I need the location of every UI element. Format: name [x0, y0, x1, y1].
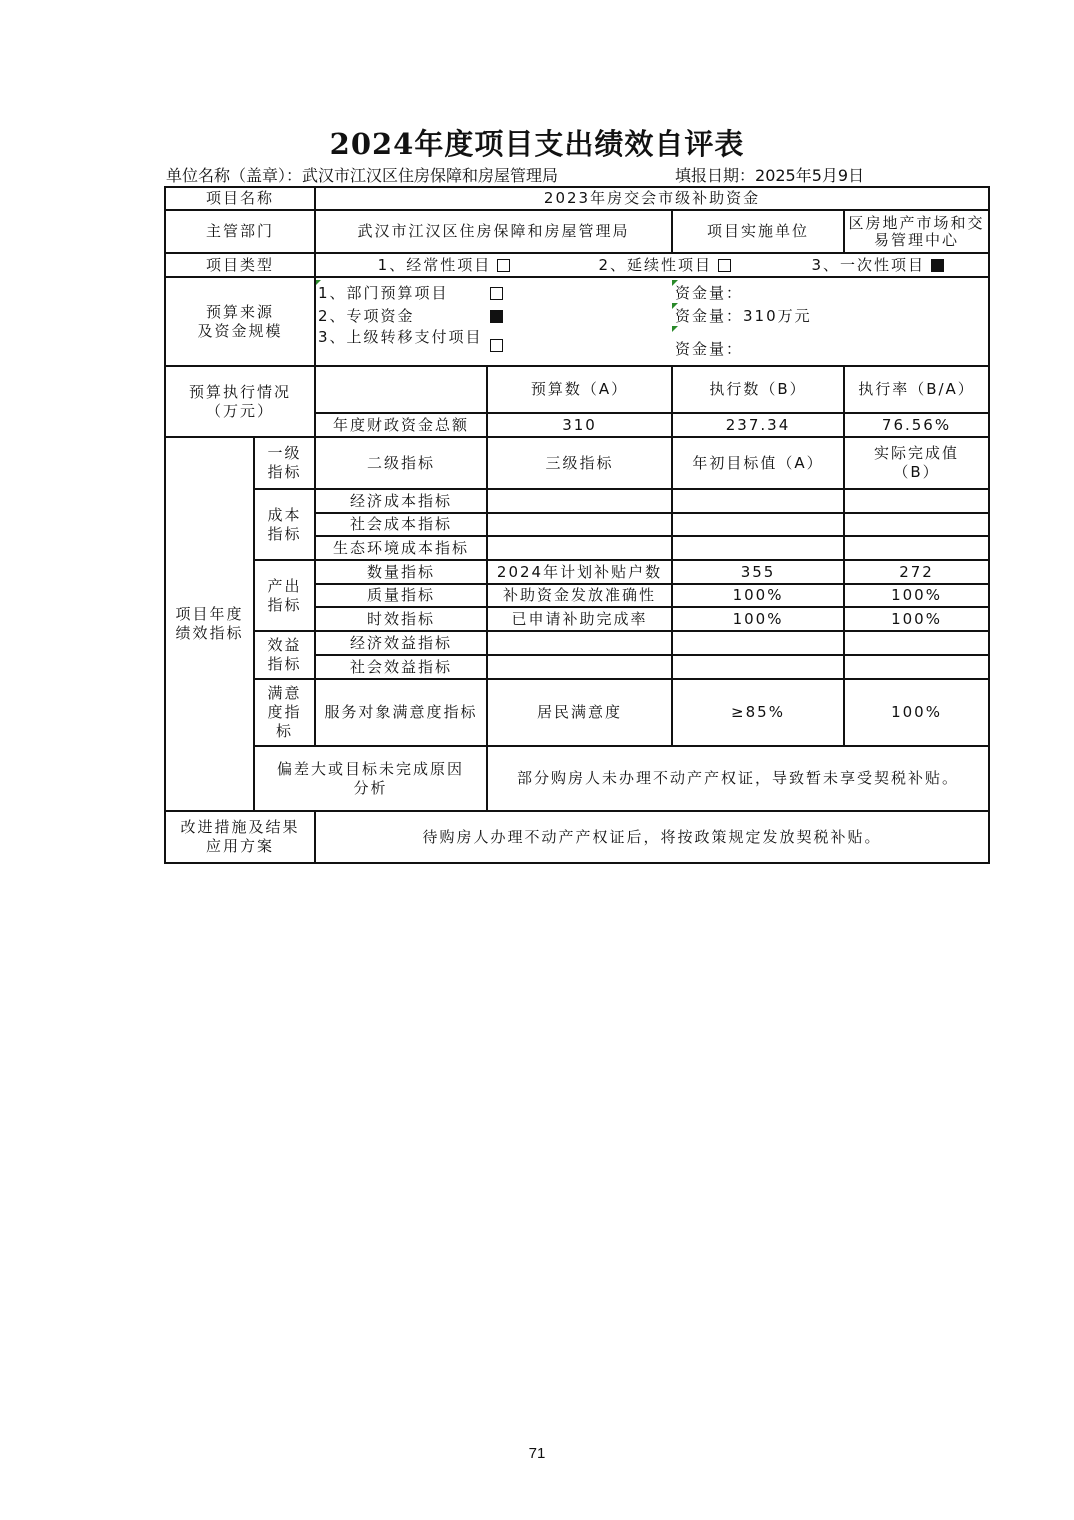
level3-cell: 2024年计划补贴户数	[487, 560, 672, 584]
value-budget: 310	[487, 413, 672, 437]
level2-cell: 经济成本指标	[315, 489, 487, 513]
actual-cell: 100%	[844, 607, 989, 631]
level2-cell: 服务对象满意度指标	[315, 679, 487, 746]
target-cell	[672, 655, 844, 679]
header-executed: 执行数（B）	[672, 366, 844, 413]
level1-satisfaction: 满意度指标	[254, 679, 315, 746]
level2-cell: 生态环境成本指标	[315, 536, 487, 560]
target-cell	[672, 513, 844, 536]
header-budget: 预算数（A）	[487, 366, 672, 413]
header-level2: 二级指标	[315, 437, 487, 489]
row-execution-header	[165, 366, 989, 413]
source-special-fund: 2、专项资金	[318, 307, 415, 325]
level2-cell: 质量指标	[315, 584, 487, 607]
actual-cell: 100%	[844, 679, 989, 746]
level2-cell: 时效指标	[315, 607, 487, 631]
value-executed: 237.34	[672, 413, 844, 437]
source-transfer-payment: 3、上级转移支付项目	[318, 328, 483, 346]
department-value: 武汉市江汉区住房保障和房屋管理局	[315, 210, 672, 253]
actual-cell	[844, 631, 989, 655]
unit-label: 单位名称（盖章）：	[166, 166, 303, 185]
header-level1: 一级指标	[254, 437, 315, 489]
execution-row-label: 年度财政资金总额	[315, 413, 487, 437]
amount-transfer-payment: 资金量：	[675, 328, 986, 361]
level3-cell	[487, 489, 672, 513]
header-actual: 实际完成值（B）	[844, 437, 989, 489]
level3-cell: 居民满意度	[487, 679, 672, 746]
checkbox-regular[interactable]	[497, 259, 510, 272]
unit-name: 武汉市江汉区住房保障和房屋管理局	[302, 166, 559, 185]
actual-cell	[844, 536, 989, 560]
level2-cell: 数量指标	[315, 560, 487, 584]
header-meta	[166, 163, 865, 186]
date-label: 填报日期：	[675, 166, 756, 185]
level3-cell	[487, 536, 672, 560]
row-deviation	[165, 746, 989, 811]
checkbox-dept-budget[interactable]	[490, 287, 503, 300]
table-row	[165, 631, 989, 655]
target-cell: 100%	[672, 584, 844, 607]
page-number: 71	[528, 1445, 546, 1462]
actual-cell: 272	[844, 560, 989, 584]
value-rate: 76.56%	[844, 413, 989, 437]
table-row	[165, 679, 989, 746]
header-target: 年初目标值（A）	[672, 437, 844, 489]
deviation-label: 偏差大或目标未完成原因分析	[254, 746, 487, 811]
deviation-text: 部分购房人未办理不动产产权证，导致暂未享受契税补贴。	[487, 746, 989, 811]
option-regular: 1、经常性项目	[360, 256, 528, 275]
checkbox-onetime-checked[interactable]	[931, 259, 944, 272]
date-value: 2025年5月9日	[755, 166, 865, 185]
option-onetime: 3、一次性项目	[772, 256, 945, 275]
actual-cell	[844, 513, 989, 536]
level1-cost: 成本指标	[254, 489, 315, 560]
level3-cell	[487, 631, 672, 655]
option-continuing: 2、延续性项目	[535, 256, 765, 275]
table-row	[165, 489, 989, 513]
actual-cell: 100%	[844, 584, 989, 607]
budget-source-items	[315, 277, 989, 366]
target-cell	[672, 536, 844, 560]
level2-cell: 社会成本指标	[315, 513, 487, 536]
header-level3: 三级指标	[487, 437, 672, 489]
level1-benefit: 效益指标	[254, 631, 315, 679]
target-cell: ≥85%	[672, 679, 844, 746]
row-improvement	[165, 811, 989, 863]
target-cell: 100%	[672, 607, 844, 631]
budget-source-label: 预算来源 及资金规模	[165, 277, 315, 366]
project-type-options	[315, 253, 989, 277]
improvement-text: 待购房人办理不动产产权证后，将按政策规定发放契税补贴。	[315, 811, 989, 863]
actual-cell	[844, 655, 989, 679]
source-dept-budget: 1、部门预算项目	[318, 282, 490, 305]
row-department	[165, 210, 989, 253]
execution-label: 预算执行情况 （万元）	[165, 366, 315, 437]
department-label: 主管部门	[165, 210, 315, 253]
improvement-label: 改进措施及结果应用方案	[165, 811, 315, 863]
project-name-value: 2023年房交会市级补助资金	[315, 187, 989, 210]
project-name-label: 项目名称	[165, 187, 315, 210]
target-cell: 355	[672, 560, 844, 584]
impl-unit-label: 项目实施单位	[672, 210, 844, 253]
amount-dept-budget: 资金量：	[675, 282, 986, 305]
impl-unit-value: 区房地产市场和交易管理中心	[844, 210, 989, 253]
row-project-name	[165, 187, 989, 210]
checkbox-transfer-payment[interactable]	[490, 339, 503, 352]
level3-cell	[487, 655, 672, 679]
target-cell	[672, 631, 844, 655]
amount-special-fund: 资金量：310万元	[675, 305, 986, 328]
level3-cell	[487, 513, 672, 536]
performance-section-label: 项目年度 绩效指标	[165, 437, 254, 811]
project-type-label: 项目类型	[165, 253, 315, 277]
fill-date	[675, 163, 864, 186]
target-cell	[672, 489, 844, 513]
table-row	[165, 560, 989, 584]
level3-cell: 补助资金发放准确性	[487, 584, 672, 607]
level3-cell: 已申请补助完成率	[487, 607, 672, 631]
level2-cell: 社会效益指标	[315, 655, 487, 679]
checkbox-special-fund-checked[interactable]	[490, 310, 503, 323]
level2-cell: 经济效益指标	[315, 631, 487, 655]
evaluation-table	[164, 186, 990, 864]
row-performance-header	[165, 437, 989, 489]
row-budget-source	[165, 277, 989, 366]
header-rate: 执行率（B/A）	[844, 366, 989, 413]
checkbox-continuing[interactable]	[718, 259, 731, 272]
level1-output: 产出指标	[254, 560, 315, 631]
row-project-type	[165, 253, 989, 277]
execution-blank	[315, 366, 487, 413]
actual-cell	[844, 489, 989, 513]
page-title: 2024年度项目支出绩效自评表	[329, 127, 745, 161]
